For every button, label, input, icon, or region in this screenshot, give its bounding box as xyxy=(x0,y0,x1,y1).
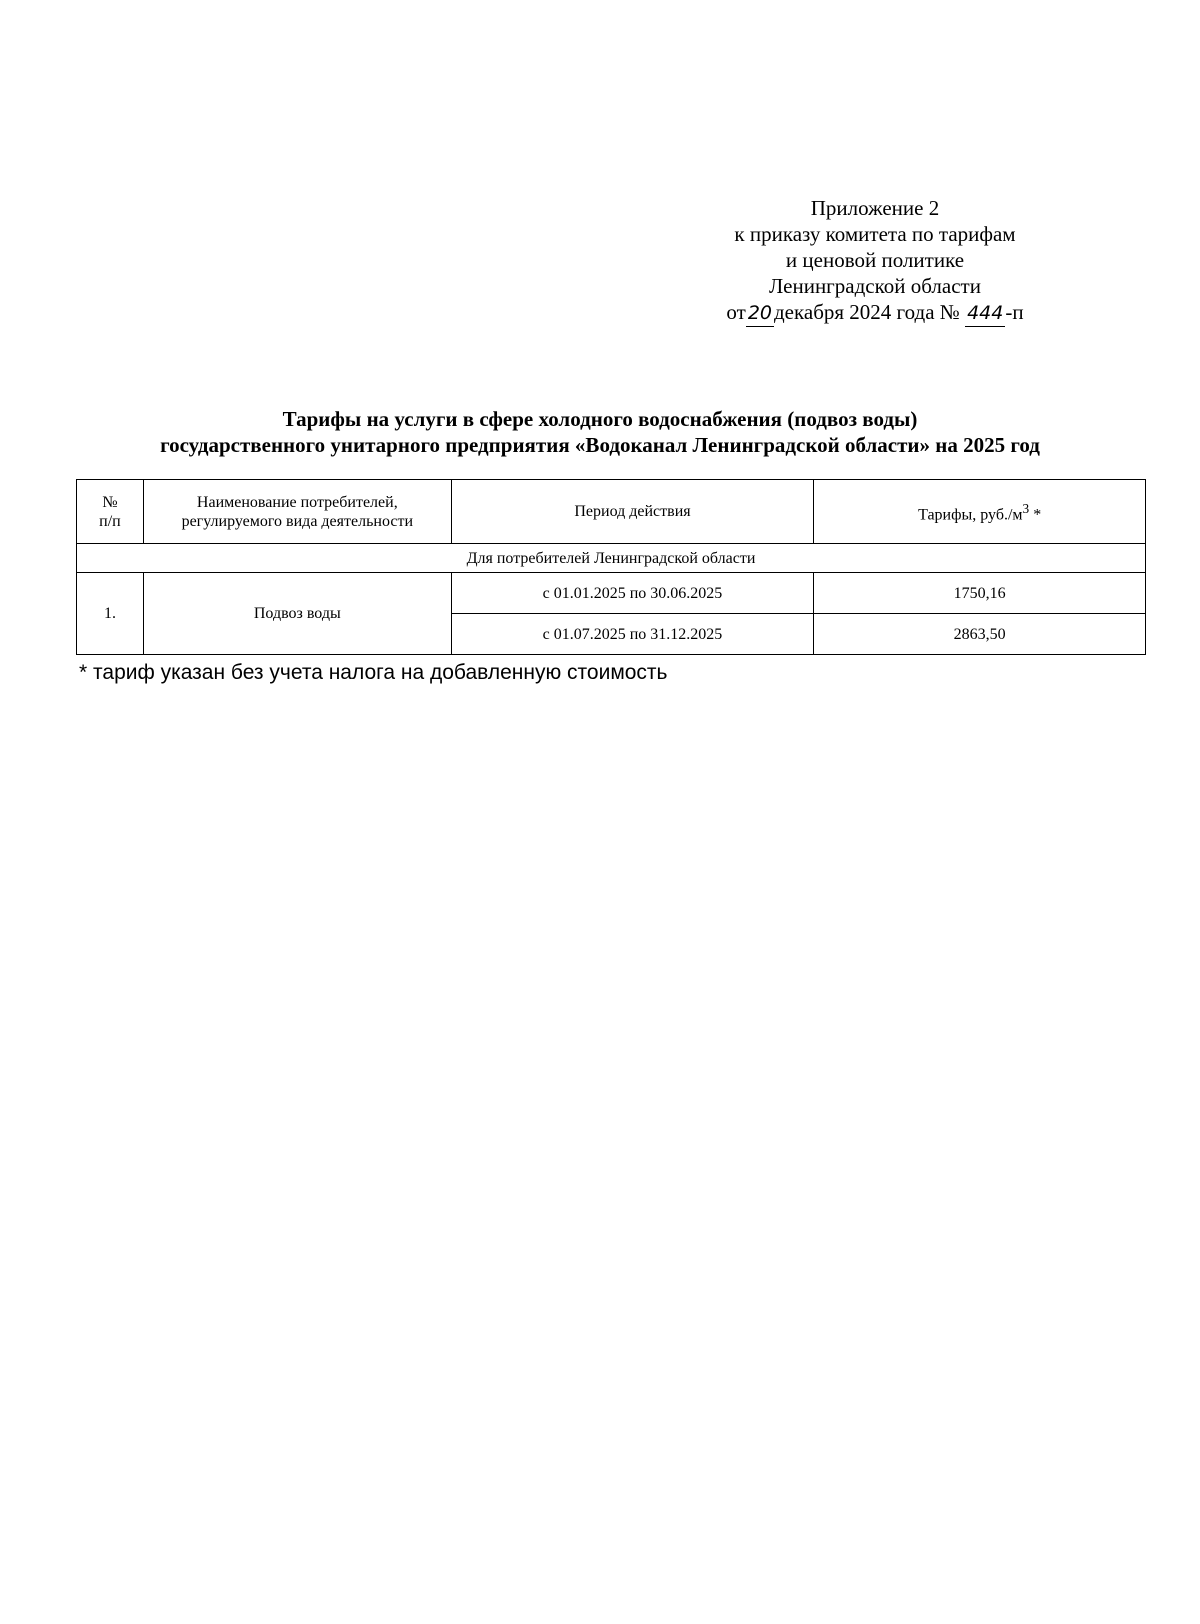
appendix-committee: и ценовой политике xyxy=(785,248,965,272)
appendix-title: Приложение 2 xyxy=(810,196,940,220)
footnote: * тариф указан без учета налога на добавленную стоимость xyxy=(79,661,668,684)
appendix-order-ref: к приказу комитета по тарифам xyxy=(734,222,1016,246)
row-number: 1. xyxy=(77,573,144,655)
header-tariff-asterisk: * xyxy=(1029,506,1042,524)
table-header-row xyxy=(77,480,1146,544)
header-tariff-superscript: 3 xyxy=(1022,500,1030,516)
row-service-name: Подвоз воды xyxy=(143,573,451,655)
appendix-date-line xyxy=(690,299,1060,327)
group-label: Для потребителей Ленинградской области xyxy=(77,544,1146,573)
order-suffix: -п xyxy=(1005,300,1024,324)
row-period-1: с 01.01.2025 по 30.06.2025 xyxy=(451,573,814,614)
title-line-1: Тарифы на услуги в сфере холодного водоснабжения (подвоз воды) xyxy=(282,407,918,431)
table-group-row xyxy=(77,544,1146,573)
date-prefix: от xyxy=(726,300,746,324)
row-period-2: с 01.07.2025 по 31.12.2025 xyxy=(451,614,814,655)
header-number-pp: п/п xyxy=(99,512,121,530)
header-period: Период действия xyxy=(451,480,814,544)
appendix-header xyxy=(690,195,1060,327)
header-tariff xyxy=(814,480,1146,544)
header-number-sign: № xyxy=(102,493,118,511)
handwritten-day: 20 xyxy=(746,300,774,327)
date-middle: декабря 2024 года № xyxy=(774,300,960,324)
tariff-table xyxy=(76,479,1146,655)
row-tariff-1: 1750,16 xyxy=(814,573,1146,614)
table-row xyxy=(77,573,1146,614)
row-tariff-2: 2863,50 xyxy=(814,614,1146,655)
header-tariff-label: Тарифы, руб./м xyxy=(918,506,1023,524)
document-title xyxy=(60,406,1140,458)
appendix-region: Ленинградской области xyxy=(769,274,981,298)
handwritten-order-number: 444 xyxy=(965,300,1005,327)
header-number xyxy=(77,480,144,544)
title-line-2: государственного унитарного предприятия «Водоканал Ленинградской области» на 2025 год xyxy=(160,433,1040,457)
header-consumer-name: Наименование потребителей, регулируемого вида деятельности xyxy=(143,480,451,544)
